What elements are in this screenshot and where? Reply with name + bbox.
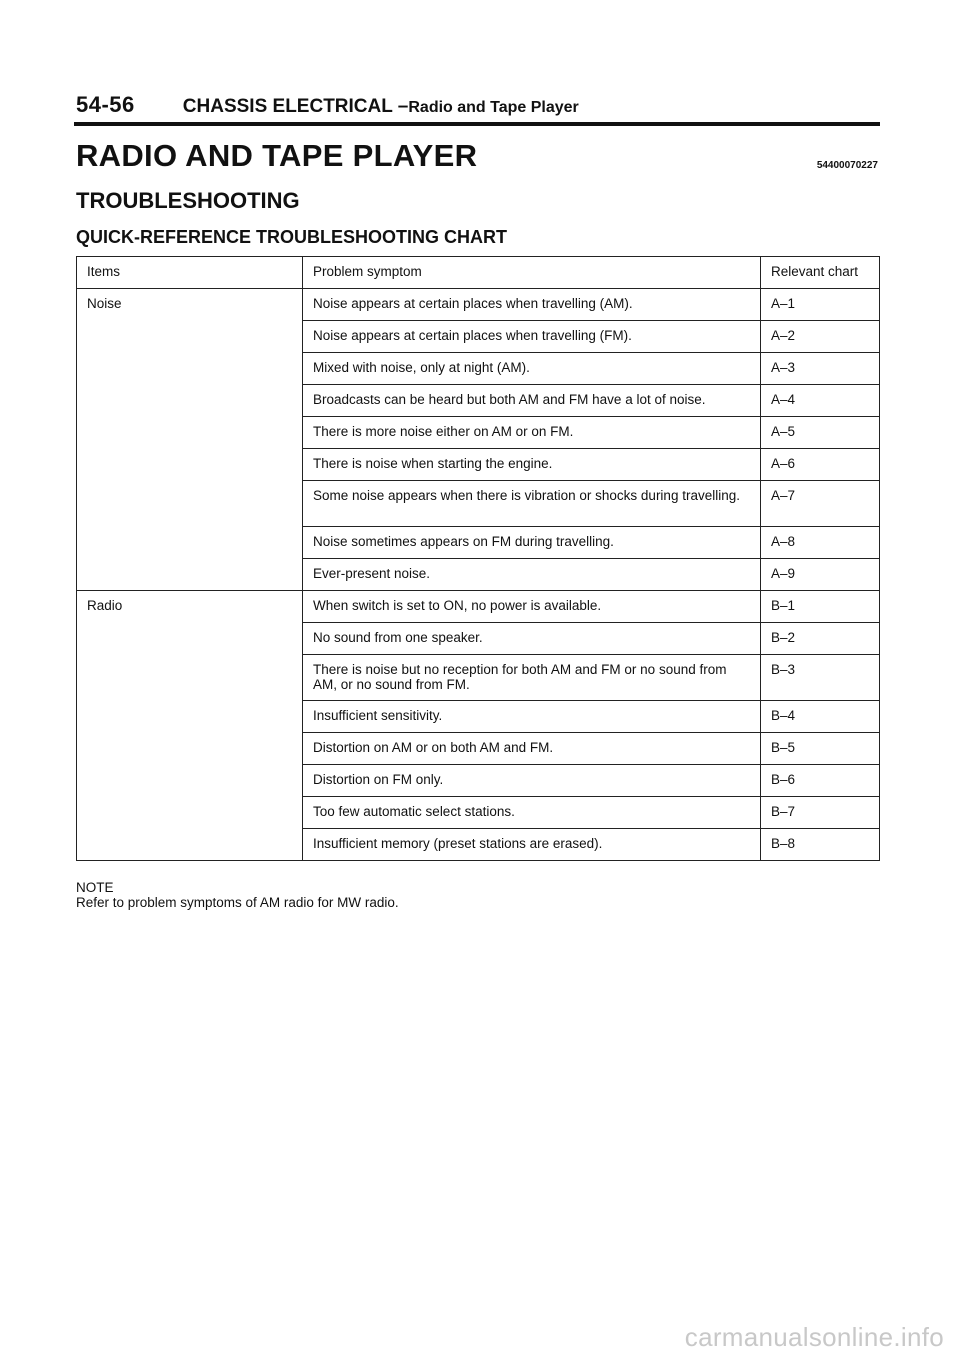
note-block — [76, 880, 399, 910]
chart-cell: A–1 — [761, 289, 880, 321]
column-header: Items — [77, 257, 303, 289]
symptom-cell: There is more noise either on AM or on FM. — [303, 417, 761, 449]
symptom-cell: Distortion on AM or on both AM and FM. — [303, 733, 761, 765]
chart-cell: A–8 — [761, 527, 880, 559]
symptom-cell: Ever-present noise. — [303, 559, 761, 591]
section-title: CHASSIS ELECTRICAL – — [182, 96, 409, 117]
symptom-cell: Insufficient memory (preset stations are erased). — [303, 829, 761, 861]
chart-cell: B–1 — [761, 591, 880, 623]
column-header: Problem symptom — [303, 257, 761, 289]
symptom-cell: Insufficient sensitivity. — [303, 701, 761, 733]
running-header — [76, 92, 878, 118]
subsection-title: Radio and Tape Player — [408, 99, 579, 116]
symptom-cell: When switch is set to ON, no power is available. — [303, 591, 761, 623]
symptom-cell: Noise appears at certain places when travelling (FM). — [303, 321, 761, 353]
symptom-cell: There is noise when starting the engine. — [303, 449, 761, 481]
chart-cell: A–4 — [761, 385, 880, 417]
chart-cell: A–2 — [761, 321, 880, 353]
chart-cell: B–6 — [761, 765, 880, 797]
symptom-cell: No sound from one speaker. — [303, 623, 761, 655]
chart-cell: A–9 — [761, 559, 880, 591]
header-rule — [74, 122, 880, 126]
troubleshooting-table — [76, 256, 880, 861]
symptom-cell: Mixed with noise, only at night (AM). — [303, 353, 761, 385]
document-code: 54400070227 — [816, 160, 878, 171]
symptom-cell: Noise appears at certain places when travelling (AM). — [303, 289, 761, 321]
page-title: RADIO AND TAPE PLAYER — [76, 138, 478, 173]
chart-cell: B–4 — [761, 701, 880, 733]
symptom-cell: There is noise but no reception for both AM and FM or no sound from AM, or no sound from FM. — [303, 655, 761, 701]
chart-cell: B–3 — [761, 655, 880, 701]
table-row — [77, 591, 880, 623]
note-text: Refer to problem symptoms of AM radio for MW radio. — [76, 895, 399, 910]
chart-cell: B–2 — [761, 623, 880, 655]
chart-cell: A–5 — [761, 417, 880, 449]
chart-cell: A–6 — [761, 449, 880, 481]
table-row — [77, 289, 880, 321]
table-header-row — [77, 257, 880, 289]
chart-cell: A–7 — [761, 481, 880, 527]
heading: TROUBLESHOOTING — [76, 188, 300, 213]
symptom-cell: Broadcasts can be heard but both AM and FM have a lot of noise. — [303, 385, 761, 417]
page-number: 54-56 — [76, 92, 135, 117]
column-header: Relevant chart — [761, 257, 880, 289]
symptom-cell: Noise sometimes appears on FM during travelling. — [303, 527, 761, 559]
symptom-cell: Too few automatic select stations. — [303, 797, 761, 829]
watermark-text: carmanualsonline.info — [684, 1322, 944, 1352]
item-cell: Radio — [77, 591, 303, 861]
note-label: NOTE — [76, 880, 114, 895]
chart-cell: B–7 — [761, 797, 880, 829]
subheading: QUICK-REFERENCE TROUBLESHOOTING CHART — [76, 227, 507, 247]
symptom-cell: Distortion on FM only. — [303, 765, 761, 797]
item-cell: Noise — [77, 289, 303, 591]
chart-cell: A–3 — [761, 353, 880, 385]
chart-cell: B–5 — [761, 733, 880, 765]
symptom-cell: Some noise appears when there is vibration or shocks during travelling. — [303, 481, 761, 527]
chart-cell: B–8 — [761, 829, 880, 861]
